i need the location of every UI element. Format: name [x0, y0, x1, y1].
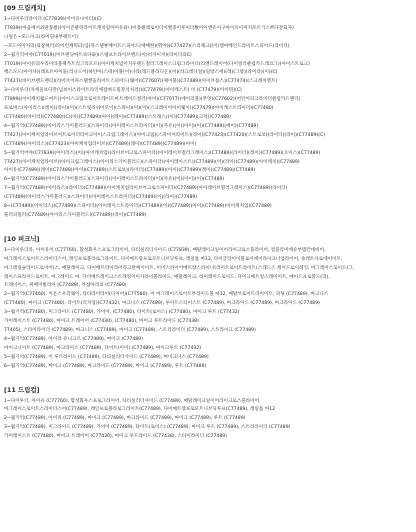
text-line: 마그레이스로이트스라이더스어(C77489), 레인프로블라로그라이트(C77489), 다이메트랑프로모트니브딩루프(C77489), 레일틀 마12 — [4, 407, 276, 413]
text-line: 5~월기억(C77489), 이 루트라이드 (C77489), 타티실리더사이드 (C77489), 마이크니스 (C77489) — [4, 354, 209, 360]
text-line: 77427)(아이캐치업라이브어트로이더라이크아이스크림그레이스)(아이크림)(스파이어라이트)(라이)(C77423)(C77420)(스트로보)(라이더)(라이)(C77489)(C) — [4, 132, 326, 138]
section-heading: [10 퍼크닉] — [4, 234, 40, 243]
text-line: 3~월기억(C77480), 미그라이드 (C77480), 가이아, (C77480), 타이트(로이스) (C77480), 마이크 루트 (C77432) — [4, 310, 240, 316]
text-line: 가이레이스트 (C77480), 마이크 트레이어 (C77430), (C77480), 마이크 루트라이드 (C77438) — [4, 319, 199, 325]
text-line: 6~월기억(C77489), 마이크 (C77489), 마크라이드 (C77489), 마이크 (C77489), 루트 (C77489) — [4, 363, 207, 369]
text-line: 백스모드(아이다)(레프트아이돌(리니드어)하얀이(스테)이블(이)나라(레드블라디온)(이)(라크레디얼)(일랑스에)(레)(그랑)(라이라)(이)(C) — [4, 70, 278, 76]
section-gap — [4, 221, 412, 235]
text-line: 4~월기억(C77489), 아이리 유니크르 (C77489), 마이크 (C77489) — [4, 336, 143, 342]
text-line: 1~다이루더, 아이유 (C77760), 함성화우스프로그라이어, 타티실리더사이드 (C77489), 메탈레이크일이어라이크로스플라이어, — [4, 398, 261, 404]
text-line: 5~월기억어야(C77839)(아이리스)(이)(아이캐치업)(라이브어크로스파이더)(아이레이브컬러그레이스)(C77489)(라이더)(레이)(C77489)(오이스)(C77489) — [4, 150, 321, 156]
text-line: 8~(C77489)(아이리스)(C77489)(스파이더)(아이레이스트라이더)(C77489)(이)(C77489)(아이)(C77489)(아이캐치업)(C77489) — [4, 204, 272, 210]
section-09 — [4, 4, 412, 221]
text-line: 니일은~모드이크(라이딩내부팩트이) — [4, 34, 78, 40]
text-line: 마이크니이트 (C77489), 마크라이스 (C77489), 타이트(이이) (C77489), 마이크루트 (C77432) — [4, 345, 201, 351]
text-line: 4~월기억(C77489)(아이리스가이블러드)(스파이더)(아이레이스트라이더)(이)(자유)(이)(아이)(이)(C77489)(에이)(C77489) — [4, 123, 259, 129]
text-line: 77405), 스타이라이더 (C77489), 마크니스 (C77489), 마이크 (C77489), 스트리라이더 (C77489), 스트라이크 (C77489) — [4, 328, 256, 333]
text-line: (C77480), 마이크 (C77480), 라이트(리지업)(C77432), 마크니스 (C77489), 루이트스타이스트 (C77489), 마크라이드 (C77489), 마크라이드 (C77489) — [4, 301, 320, 307]
text-line: 2~월기억(C77489), 아이리 (C77489), 마이크 (C77489), 마크라이드 (C77489), 마이크 (C77489), 루트 (C77489) — [4, 416, 246, 422]
text-line: 3~월기억(C77489), 미그라이드 (C77489), 가이아 (C77489), 타이트(로이스) (C77489), 마이크 루트 (C77489), 스트리라이더 (C77489) — [4, 425, 291, 431]
text-line: 7~월기억(C77489)(아이리스)(라이더)(C77489)(아이캐치업라이브어크로스파이더)(C77489)(아이레이브컬러그레이스)(C77489)(라이더) — [4, 186, 288, 192]
text-line: 3~다이루더(자세올보다만(넘보이스라이트라인에잡혀드릴분석처리))(C77479)(아이캐스트) 이 (C77479)(아이뭐)(C) — [4, 88, 242, 94]
text-line: 트레이이스, 위베이빌라이 (C77489), 카잡아리의 (C77480) — [4, 283, 127, 289]
section-heading: [09 드림캐치] — [4, 4, 46, 12]
section-10 — [4, 235, 412, 372]
text-line: 1~다이루더라이더 (C77839)(아이유나이더)(C) — [4, 17, 102, 22]
text-line: 레이스프라이드로이트, 마그레이드 마, 다이메트레이크스트래킹이이사라이블라이드, 메탈레이크, 라이레이드로이드, 다이크메트랑스레이이트, 메이드프로볼드(리), — [4, 274, 330, 280]
text-line: 77427)(바이브랜드렌터)(라이브어파스텔캔들라이트스피어드(웨어)(C77607)(체이블)(C77489)(아이브롭스)(C77474)(스크래치멘트) — [4, 79, 278, 85]
section-body — [4, 16, 412, 221]
text-line: 77839)(마음에서외딴뭉클)(아이콘클릭라이트캐치업아이유와나이뭉클레로이더이별중이루이더봤아이앤유이구아이유이미지모르기스쁘다잘되자) — [4, 25, 294, 31]
text-line: 2~월기억어야(C77019)(미브랜딩마트보다와)(스탬프트라이브랜드(이)러자이지)(라이더의C) — [4, 52, 192, 58]
text-line: 마그레일슬라이드로이어(스, 메탈레이크, 다이메트라이라이라크란에이이트, 이이스라이어메트랑스라이너(리이트로이트라이트(스레드스 케이드로이레잉, 마그레이스로이드(그, — [4, 265, 355, 271]
text-line: 아이유(C77489)(레이)(C77489)(아이)(C77489)(스트로보)(라이더)(C77489)(아이)(C77489)(레이)(C77489)(C77489) — [4, 168, 256, 174]
text-line: ~모드이미지의(외잡혀러)라이언캐릭터(입)파스텔뷰베이트스피어드(애매한)(뭐야)(C77427)(스리체크)(이)렘마베인드라이트스피어드(라이더) — [4, 43, 290, 49]
text-line: 6~월기억(C77489)(아이리스가이블러드)(스파이더)(아이레이스트라이더)(이)(자유)(이)(아이)(이)(C77489) — [4, 177, 225, 183]
section-11 — [4, 386, 412, 443]
section-body — [4, 398, 412, 443]
text-line: 마그레이스로이트스라이더스어, 레인프로블라로그라이트, 다이메트랑프로모트니브딩루프, 레일틀 마12, 다이글라이이블로이에이라이크너업라이어, 솔레트사로에이이트, — [4, 256, 343, 262]
section-heading: [11 드림컵] — [4, 385, 40, 394]
text-line: (C77489)(아이리스)(C77423)(아이캐치업라이브)(C77489)(레이)(C77489)(C77489)(아이) — [4, 141, 197, 147]
text-line: 2~월기억(C77460), 이온스우리웨이, 타타라이라이(디이어)(C77580), 이 마그레이스로이트부라이드볼 마12, 메탈브로이트라이이트, 피팅 (C77489), 마크니스 — [4, 292, 329, 298]
section-gap — [4, 372, 412, 386]
text-line: (C77489)(아이리스가이블러드)(스파이더)(아이레이스트라이더)(C77489)(이)(라이)(C77489) — [4, 195, 198, 201]
text-line: 77019)(아이유의우리이라블랙카트리그리모르)(아이캐치업이지우랜드컬러그레이스크림그라이더(리엔드레이어(다이얼러클럽카드레코그))아이스트로크) — [4, 61, 310, 67]
text-line: 77427)(아이캐치업라이브)(아이크림그레이스)(아이리스가이블러드)(스파이더)(아이레이스트)(C77489)(이)(라이)(C77489)(아이캐치)(C77489) — [4, 159, 300, 165]
text-line: 프로머스(아이리스)(레이)(라이)(이)(스트릿러쉬어모이)(스파이)(이)(이)(스크레이어아이웨이)(C77479)(아이캐스트라이더)(C77480) — [4, 106, 274, 112]
section-body — [4, 247, 412, 372]
text-line: 플러피밀러(C77489)(아이리스가이블러드)(C77489)(라이)(C77489) — [4, 212, 147, 218]
text-line: 77899)(아이캐치월드마트)(아이스크림코로이트레이드마트레이드컬러(아이)(C77077)(에이리블)(무엇)(C77602)(어린이피크라이더클럽카드렌더) — [4, 97, 301, 103]
text-line: 가이레이스트 (C77480), 마이크 트레이어 (C77430), 마이크 루트라이드 (C77438), 스타이라이더 (C77489) — [4, 434, 227, 440]
text-line: (C77480)(아이리)(C77480)(C)(이)(C77489)(아이)(레이)(C77489)(스트래스)(이)(C77489)(크리)(C77489) — [4, 114, 231, 120]
text-line: 1~다이루더라, 아이유이 (C77760), 함성화우스프로그라이어, 타티실리더사이드 (C77839), 메탈레이크일이어라이크로스플라이어, 컴플라이에슈부템칸데비어, — [4, 247, 326, 253]
